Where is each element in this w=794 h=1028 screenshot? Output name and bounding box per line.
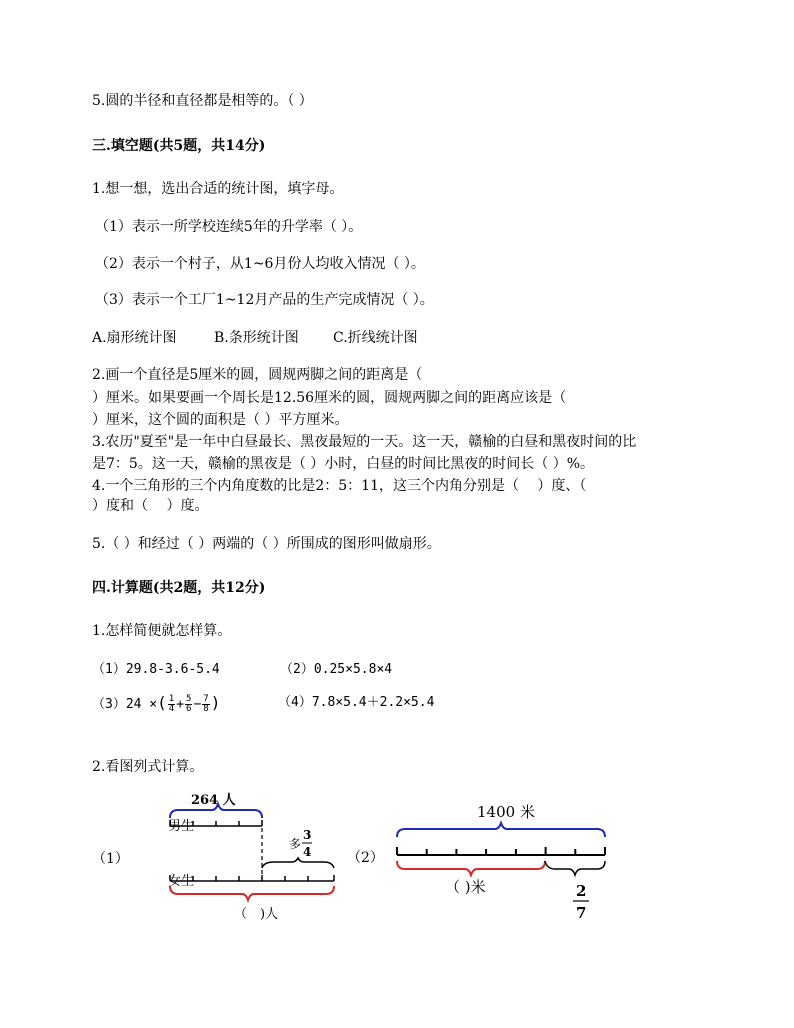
calc-problem-2: （2）0.25×5.8×4 (280, 662, 393, 677)
svg-text:2: 2 (576, 882, 587, 900)
boys-value-label: 264 人 (191, 793, 236, 808)
figure-1-diagram (88, 782, 348, 924)
fraction: $\frac{7}{8}$ (203, 694, 209, 714)
fill-q2-line-2: ）厘米。如果要画一个周长是12.56厘米的圆，圆规两脚之间的距离应该是（ (92, 390, 567, 406)
total-distance-label: 1400 米 (477, 803, 535, 821)
total-brace (397, 823, 605, 837)
girls-brace (170, 886, 334, 900)
fill-q1-option-c: C.折线统计图 (333, 330, 418, 346)
fill-q3-line-1: 3.农历"夏至"是一年中白昼最长、黑夜最短的一天。这一天，赣榆的白昼和黑夜时间的比 (92, 434, 637, 450)
girls-answer-blank: （ )人 (234, 907, 279, 922)
girls-label: 女生 (168, 874, 195, 889)
calc-q1-intro: 1.怎样简便就怎样算。 (92, 623, 232, 639)
fill-q1-item-3: （3）表示一个工厂1~12月产品的生产完成情况（ ）。 (95, 292, 434, 308)
calc-problem-3: （3）24 ×( $\frac{1}{4}$ + $\frac{5}{6}$ − $\frac{7}{8}$ ) (92, 693, 221, 714)
fill-q4-line-1: 4.一个三角形的三个内角度数的比是2：5：11，这三个内角分别是（ ）度、（ (92, 478, 587, 494)
judge-question-5: 5.圆的半径和直径都是相等的。（ ） (92, 93, 313, 109)
figure-2-diagram (345, 795, 615, 930)
fill-q1-intro: 1.想一想，选出合适的统计图，填字母。 (92, 181, 344, 197)
svg-text:多: 多 (289, 837, 302, 851)
distance-answer-blank: （ )米 (445, 878, 486, 896)
calc-problem-3-prefix: （3）24 × (92, 697, 158, 712)
svg-text:3: 3 (303, 828, 312, 842)
calc-q2-intro: 2.看图列式计算。 (92, 759, 204, 775)
boys-label: 男生 (168, 819, 195, 834)
fill-q3-line-2: 是7：5。这一天，赣榆的黑夜是（ ）小时，白昼的时间比黑夜的时间长（ ）%。 (92, 456, 595, 472)
more-fraction-label (289, 828, 312, 859)
operator: − (193, 697, 202, 712)
section-4-title: 四.计算题(共2题，共12分) (92, 580, 266, 596)
fraction: $\frac{1}{4}$ (168, 694, 175, 714)
fill-q2-line-1: 2.画一个直径是5厘米的圆，圆规两脚之间的距离是（ (92, 367, 423, 383)
fraction: $\frac{5}{6}$ (186, 694, 192, 714)
more-brace (262, 858, 334, 868)
fraction-brace (545, 861, 605, 875)
fill-q1-item-2: （2）表示一个村子，从1~6月份人均收入情况（ ）。 (95, 256, 425, 272)
section-3-title: 三.填空题(共5题，共14分) (92, 138, 266, 154)
svg-text:7: 7 (576, 904, 587, 922)
calc-problem-1: （1）29.8-3.6-5.4 (92, 662, 220, 677)
fill-q4-line-2: ）度和（ ）度。 (92, 498, 209, 514)
fill-q2-line-3: ）厘米，这个圆的面积是（ ）平方厘米。 (92, 412, 349, 428)
fill-q5: 5.（ ）和经过（ ）两端的（ ）所围成的图形叫做扇形。 (92, 536, 441, 552)
figure-1-label: （1） (92, 851, 129, 867)
remaining-fraction-label (573, 882, 589, 922)
girls-bar (170, 875, 334, 881)
figure-2-label: （2） (347, 850, 384, 866)
fill-q1-item-1: （1）表示一所学校连续5年的升学率（ ）。 (95, 219, 363, 235)
fill-q1-option-a: A.扇形统计图 (92, 330, 177, 346)
calc-problem-4: （4）7.8×5.4＋2.2×5.4 (278, 695, 435, 710)
distance-bar (397, 847, 605, 855)
fill-q1-option-b: B.条形统计图 (214, 330, 299, 346)
answer-brace (397, 861, 545, 875)
operator: + (176, 697, 185, 712)
svg-text:4: 4 (303, 845, 312, 859)
